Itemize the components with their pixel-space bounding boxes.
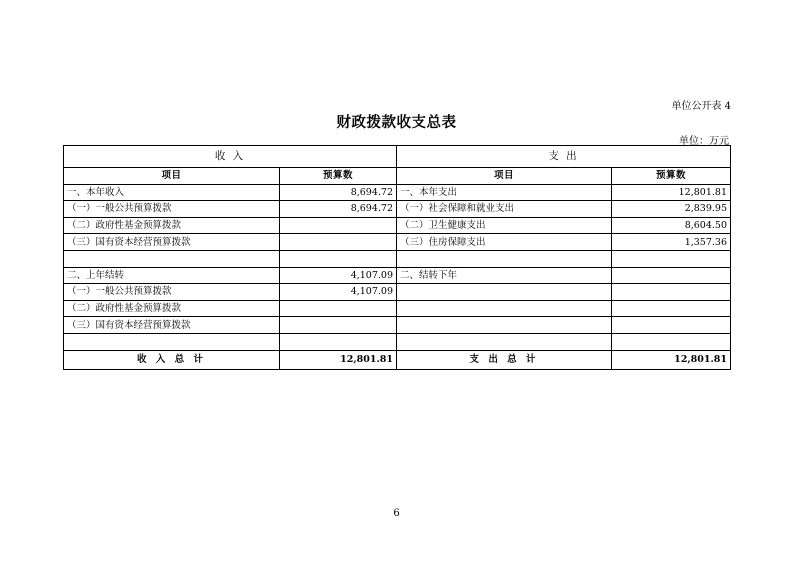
income-item: （一）一般公共预算拨款 xyxy=(64,284,280,301)
income-total-label: 收 入 总 计 xyxy=(64,350,280,369)
income-header: 收 入 xyxy=(64,146,397,168)
expense-budget-header: 预算数 xyxy=(612,168,731,185)
income-value xyxy=(280,234,397,251)
expense-value: 8,604.50 xyxy=(612,217,731,234)
income-item xyxy=(64,250,280,267)
income-item: （三）国有资本经营预算拨款 xyxy=(64,317,280,334)
table-row xyxy=(64,201,731,218)
income-value: 4,107.09 xyxy=(280,284,397,301)
expense-item: （三）住房保障支出 xyxy=(397,234,612,251)
expense-item-header: 项目 xyxy=(397,168,612,185)
income-item: （三）国有资本经营预算拨款 xyxy=(64,234,280,251)
income-item: 一、本年收入 xyxy=(64,184,280,201)
table-row xyxy=(64,284,731,301)
expense-header: 支 出 xyxy=(397,146,731,168)
expense-value: 12,801.81 xyxy=(612,184,731,201)
income-value xyxy=(280,333,397,350)
income-value: 4,107.09 xyxy=(280,267,397,284)
form-number: 单位公开表 4 xyxy=(671,101,731,112)
expense-item xyxy=(397,317,612,334)
expense-item: （一）社会保障和就业支出 xyxy=(397,201,612,218)
page-number: 6 xyxy=(393,508,400,519)
table-row xyxy=(64,217,731,234)
expense-item xyxy=(397,333,612,350)
section-header-row xyxy=(64,146,731,168)
expense-value xyxy=(612,284,731,301)
column-header-row xyxy=(64,168,731,185)
expense-item: （二）卫生健康支出 xyxy=(397,217,612,234)
income-value xyxy=(280,250,397,267)
income-budget-header: 预算数 xyxy=(280,168,397,185)
table-row xyxy=(64,234,731,251)
income-value xyxy=(280,217,397,234)
expense-item: 二、结转下年 xyxy=(397,267,612,284)
total-row xyxy=(64,350,731,369)
table-row xyxy=(64,184,731,201)
income-value xyxy=(280,317,397,334)
expense-value xyxy=(612,267,731,284)
unit-label: 单位：万元 xyxy=(679,136,729,147)
income-value xyxy=(280,300,397,317)
expense-value xyxy=(612,333,731,350)
expense-item: 一、本年支出 xyxy=(397,184,612,201)
expense-item xyxy=(397,300,612,317)
expense-value xyxy=(612,317,731,334)
income-value: 8,694.72 xyxy=(280,201,397,218)
expense-value xyxy=(612,250,731,267)
table-row xyxy=(64,333,731,350)
table-row xyxy=(64,300,731,317)
income-item-header: 项目 xyxy=(64,168,280,185)
income-item: （二）政府性基金预算拨款 xyxy=(64,300,280,317)
table-row xyxy=(64,317,731,334)
income-total-value: 12,801.81 xyxy=(280,350,397,369)
expense-value: 2,839.95 xyxy=(612,201,731,218)
income-item xyxy=(64,333,280,350)
page-title: 财政拨款收支总表 xyxy=(336,114,457,131)
expense-value xyxy=(612,300,731,317)
budget-table xyxy=(63,145,731,370)
expense-item xyxy=(397,250,612,267)
table-row xyxy=(64,250,731,267)
table-row xyxy=(64,267,731,284)
income-item: （二）政府性基金预算拨款 xyxy=(64,217,280,234)
expense-item xyxy=(397,284,612,301)
expense-total-value: 12,801.81 xyxy=(612,350,731,369)
expense-total-label: 支 出 总 计 xyxy=(397,350,612,369)
income-item: （一）一般公共预算拨款 xyxy=(64,201,280,218)
income-value: 8,694.72 xyxy=(280,184,397,201)
expense-value: 1,357.36 xyxy=(612,234,731,251)
income-item: 二、上年结转 xyxy=(64,267,280,284)
